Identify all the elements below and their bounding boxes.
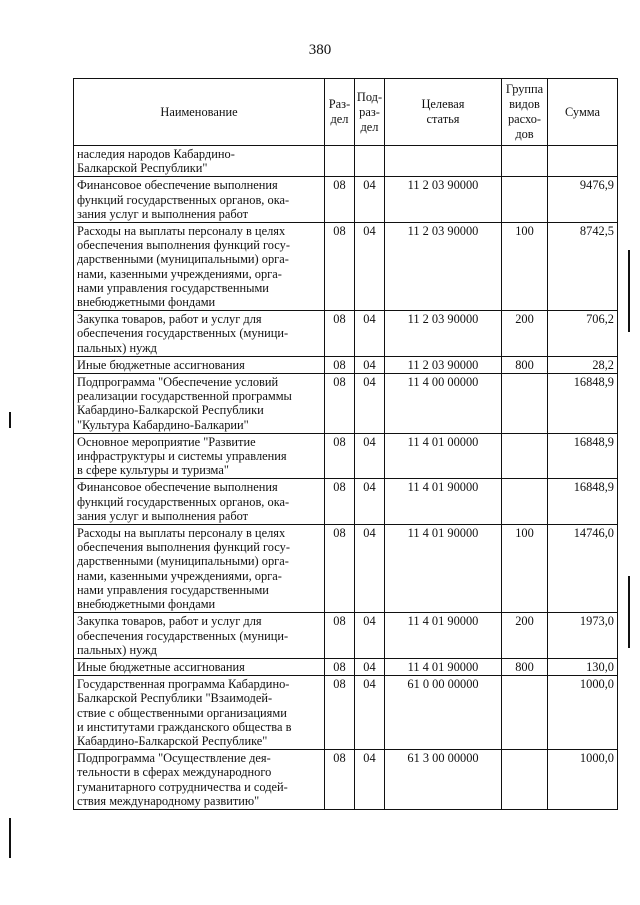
cell-section: 08 xyxy=(325,374,355,434)
cell-amount: 1973,0 xyxy=(548,613,618,659)
table-header-row xyxy=(74,79,618,146)
cell-subsection: 04 xyxy=(355,433,385,479)
cell-subsection: 04 xyxy=(355,311,385,357)
cell-subsection: 04 xyxy=(355,479,385,525)
cell-section: 08 xyxy=(325,479,355,525)
cell-name: Иные бюджетные ассигнования xyxy=(74,356,325,373)
cell-subsection: 04 xyxy=(355,374,385,434)
cell-expense-group: 200 xyxy=(502,613,548,659)
cell-amount: 1000,0 xyxy=(548,750,618,810)
page-number: 380 xyxy=(308,42,332,58)
cell-target-article: 11 4 01 90000 xyxy=(385,613,502,659)
cell-section: 08 xyxy=(325,433,355,479)
cell-expense-group: 800 xyxy=(502,356,548,373)
cell-section xyxy=(325,146,355,177)
cell-amount: 706,2 xyxy=(548,311,618,357)
table-row xyxy=(74,658,618,675)
cell-expense-group xyxy=(502,374,548,434)
table-row xyxy=(74,146,618,177)
cell-amount: 8742,5 xyxy=(548,223,618,311)
cell-expense-group: 800 xyxy=(502,658,548,675)
budget-table xyxy=(73,78,618,810)
cell-subsection: 04 xyxy=(355,676,385,750)
cell-target-article xyxy=(385,146,502,177)
header-name: Наименование xyxy=(74,79,325,146)
cell-section: 08 xyxy=(325,613,355,659)
table-row xyxy=(74,223,618,311)
cell-expense-group: 100 xyxy=(502,525,548,613)
table-row xyxy=(74,433,618,479)
cell-subsection: 04 xyxy=(355,525,385,613)
table-row xyxy=(74,374,618,434)
table-row xyxy=(74,525,618,613)
header-amount: Сумма xyxy=(548,79,618,146)
cell-name: Государственная программа Кабардино- Балкарской Республики "Взаимодей- ствие с общественными организациями и институтами гражданского общества в Кабардино-Балкарской Республике" xyxy=(74,676,325,750)
cell-target-article: 11 4 00 00000 xyxy=(385,374,502,434)
header-section: Раз- дел xyxy=(325,79,355,146)
cell-section: 08 xyxy=(325,525,355,613)
cell-target-article: 11 2 03 90000 xyxy=(385,356,502,373)
cell-amount: 16848,9 xyxy=(548,433,618,479)
table-row xyxy=(74,676,618,750)
cell-section: 08 xyxy=(325,676,355,750)
cell-amount: 16848,9 xyxy=(548,479,618,525)
scan-edge-mark xyxy=(628,250,630,332)
cell-subsection: 04 xyxy=(355,658,385,675)
cell-name: Закупка товаров, работ и услуг для обеспечения государственных (муници- пальных) нужд xyxy=(74,311,325,357)
cell-amount: 1000,0 xyxy=(548,676,618,750)
scan-edge-mark xyxy=(9,818,11,858)
cell-target-article: 11 2 03 90000 xyxy=(385,223,502,311)
cell-name: наследия народов Кабардино- Балкарской Республики" xyxy=(74,146,325,177)
cell-amount: 28,2 xyxy=(548,356,618,373)
cell-expense-group xyxy=(502,433,548,479)
cell-name: Расходы на выплаты персоналу в целях обеспечения выполнения функций госу- дарственными (муниципальными) орга- нами, казенными учреждениями, орга- нами управления государственными внебюджетными фондами xyxy=(74,223,325,311)
cell-subsection: 04 xyxy=(355,356,385,373)
cell-expense-group xyxy=(502,177,548,223)
cell-target-article: 61 3 00 00000 xyxy=(385,750,502,810)
cell-section: 08 xyxy=(325,658,355,675)
table-row xyxy=(74,177,618,223)
cell-expense-group: 100 xyxy=(502,223,548,311)
cell-name: Основное мероприятие "Развитие инфраструктуры и системы управления в сфере культуры и туризма" xyxy=(74,433,325,479)
cell-expense-group xyxy=(502,146,548,177)
cell-name: Иные бюджетные ассигнования xyxy=(74,658,325,675)
table-row xyxy=(74,479,618,525)
cell-target-article: 61 0 00 00000 xyxy=(385,676,502,750)
cell-section: 08 xyxy=(325,223,355,311)
cell-section: 08 xyxy=(325,311,355,357)
cell-section: 08 xyxy=(325,356,355,373)
cell-target-article: 11 4 01 00000 xyxy=(385,433,502,479)
cell-subsection: 04 xyxy=(355,750,385,810)
table-row xyxy=(74,613,618,659)
cell-subsection: 04 xyxy=(355,177,385,223)
cell-expense-group xyxy=(502,479,548,525)
scan-edge-mark xyxy=(9,412,11,428)
cell-amount: 130,0 xyxy=(548,658,618,675)
cell-target-article: 11 4 01 90000 xyxy=(385,525,502,613)
header-expense-group: Группа видов расхо- дов xyxy=(502,79,548,146)
cell-expense-group xyxy=(502,750,548,810)
cell-name: Финансовое обеспечение выполнения функций государственных органов, ока- зания услуг и выполнения работ xyxy=(74,479,325,525)
table-row xyxy=(74,311,618,357)
cell-amount: 14746,0 xyxy=(548,525,618,613)
header-subsection: Под- раз- дел xyxy=(355,79,385,146)
cell-amount: 16848,9 xyxy=(548,374,618,434)
cell-expense-group: 200 xyxy=(502,311,548,357)
cell-target-article: 11 2 03 90000 xyxy=(385,311,502,357)
cell-target-article: 11 4 01 90000 xyxy=(385,658,502,675)
cell-amount xyxy=(548,146,618,177)
cell-section: 08 xyxy=(325,177,355,223)
cell-expense-group xyxy=(502,676,548,750)
cell-name: Закупка товаров, работ и услуг для обеспечения государственных (муници- пальных) нужд xyxy=(74,613,325,659)
cell-subsection: 04 xyxy=(355,223,385,311)
table-row xyxy=(74,356,618,373)
cell-name: Подпрограмма "Обеспечение условий реализации государственной программы Кабардино-Балкарской Республики "Культура Кабардино-Балкарии" xyxy=(74,374,325,434)
cell-name: Подпрограмма "Осуществление дея- тельности в сферах международного гуманитарного сотрудничества и содей- ствия международному развитию" xyxy=(74,750,325,810)
cell-name: Расходы на выплаты персоналу в целях обеспечения выполнения функций госу- дарственными (муниципальными) орга- нами, казенными учреждениями, орга- нами управления государственными внебюджетными фондами xyxy=(74,525,325,613)
cell-target-article: 11 4 01 90000 xyxy=(385,479,502,525)
cell-section: 08 xyxy=(325,750,355,810)
cell-amount: 9476,9 xyxy=(548,177,618,223)
scan-edge-mark xyxy=(628,576,630,648)
header-target-article: Целевая статья xyxy=(385,79,502,146)
cell-target-article: 11 2 03 90000 xyxy=(385,177,502,223)
table-row xyxy=(74,750,618,810)
cell-subsection xyxy=(355,146,385,177)
cell-name: Финансовое обеспечение выполнения функций государственных органов, ока- зания услуг и выполнения работ xyxy=(74,177,325,223)
cell-subsection: 04 xyxy=(355,613,385,659)
